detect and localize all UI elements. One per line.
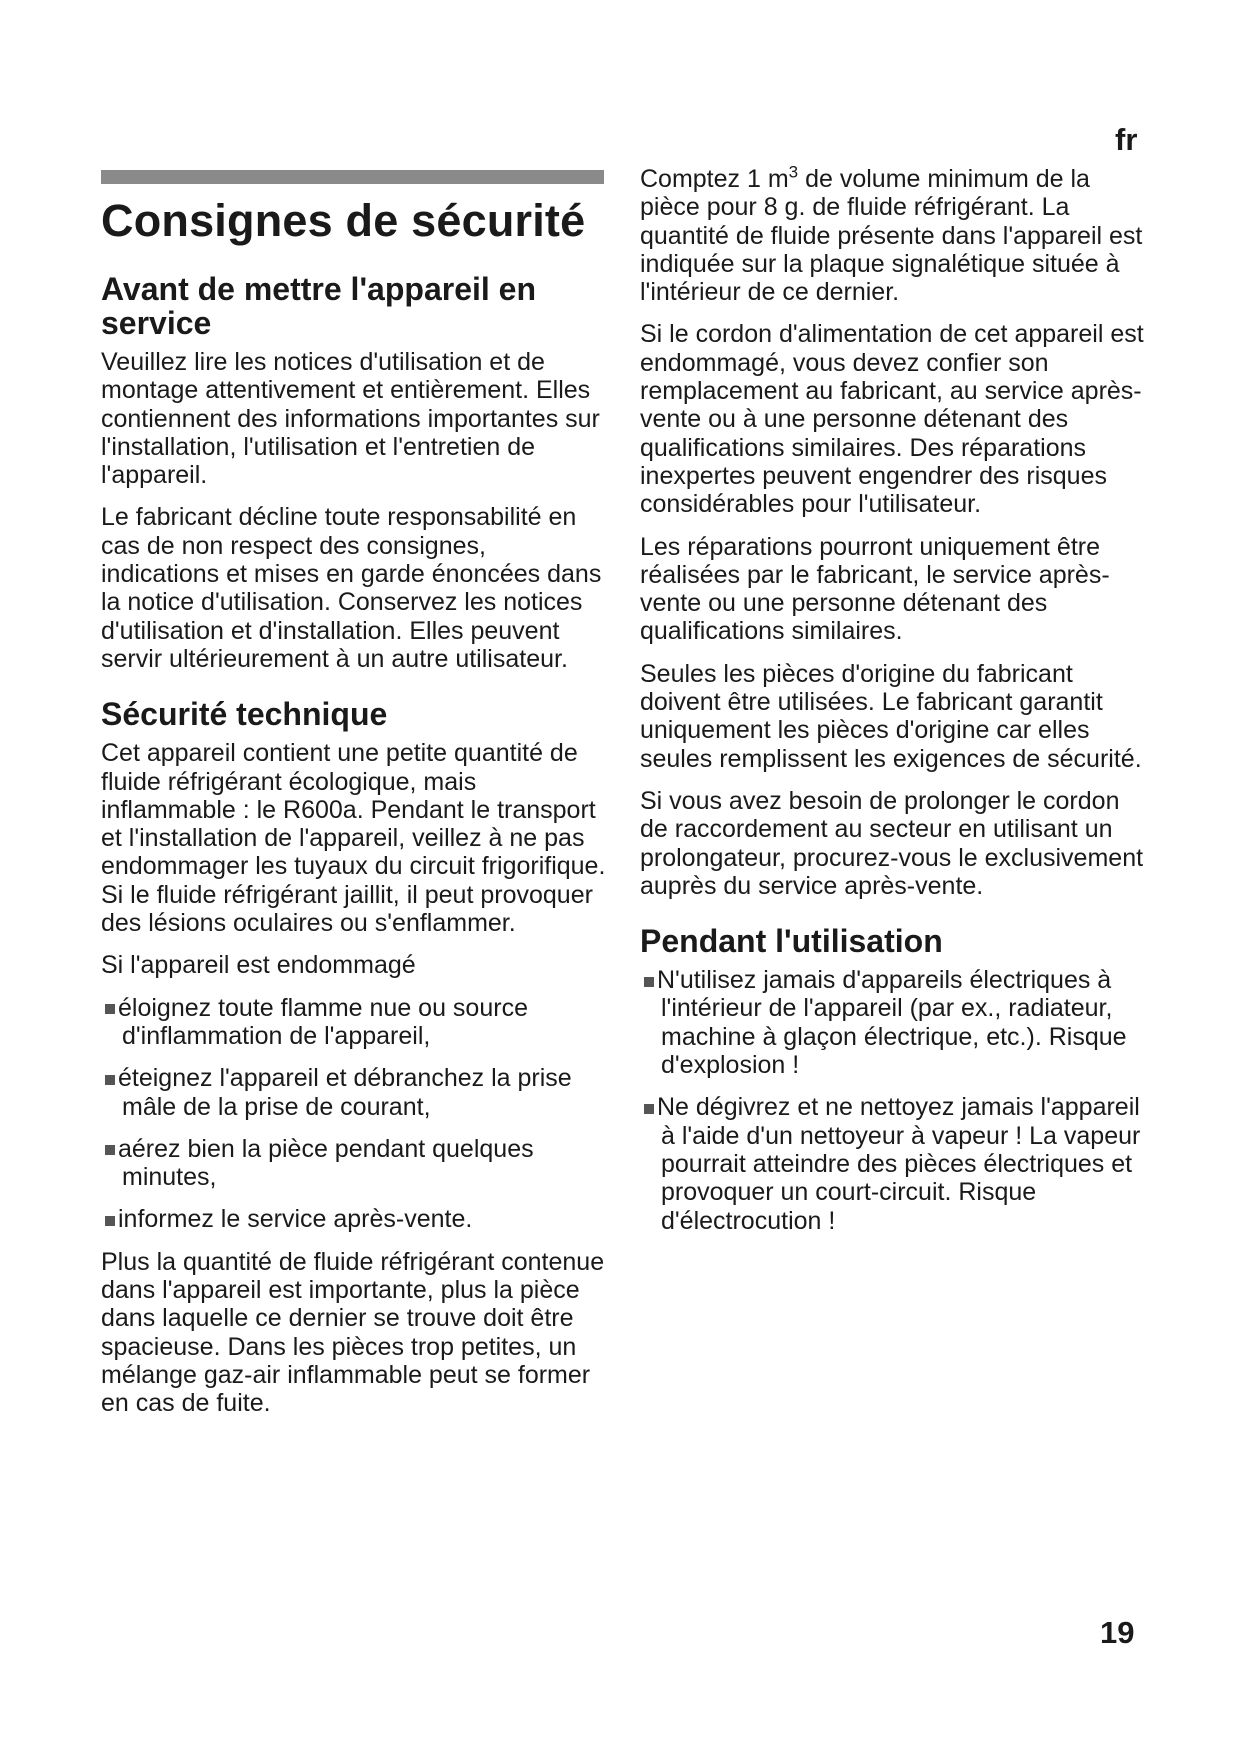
bullet-list-during-use [640,966,1145,1235]
language-code: fr [1115,122,1138,157]
paragraph: Si l'appareil est endommagé [101,951,416,980]
paragraph: Veuillez lire les notices d'utilisation et de montage attentivement et entièrement. Elles contiennent des informations importantes sur l'installation, l'utilisation et l'entretien de l'appareil. [101,348,600,490]
section-heading-technical-safety: Sécurité technique [101,696,388,733]
paragraph: Cet appareil contient une petite quantité de fluide réfrigérant écologique, mais inflammable : le R600a. Pendant le transport et l'installation de l'appareil, veillez à ne pas endommager les tuyaux du circuit frigorifique. Si le fluide réfrigérant jaillit, il peut provoquer des lésions oculaires ou s'enflammer. [101,739,606,938]
bullet-square-icon [644,977,654,987]
list-item: informez le service après-vente. [101,1205,611,1233]
superscript: 3 [788,162,799,182]
list-item: Ne dégivrez et ne nettoyez jamais l'appareil à l'aide d'un nettoyeur à vapeur ! La vapeur pourrait atteindre des pièces électriques et provoquer un court-circuit. Risque d'électrocution ! [640,1093,1145,1234]
list-item: éloignez toute flamme nue ou source d'inflammation de l'appareil, [101,994,611,1051]
paragraph: Les réparations pourront uniquement être réalisées par le fabricant, le service après-vente ou une personne détenant des qualifications similaires. [640,532,1110,646]
right-column [640,162,1145,1249]
bullet-square-icon [105,1004,115,1014]
page-number: 19 [1100,1615,1135,1650]
bullet-square-icon [105,1216,115,1226]
left-column [101,272,611,1432]
bullet-square-icon [105,1145,115,1155]
list-item: aérez bien la pièce pendant quelques minutes, [101,1135,611,1192]
paragraph: Le fabricant décline toute responsabilité en cas de non respect des consignes, indications et mises en garde énoncées dans la notice d'utilisation. Conservez les notices d'utilisation et d'installation. Elles peuvent servir ultérieurement à un autre utilisateur. [101,503,602,673]
list-item: N'utilisez jamais d'appareils électriques à l'intérieur de l'appareil (par ex., radiateur, machine à glaçon électrique, etc.). Risque d'explosion ! [640,966,1145,1079]
paragraph: Si vous avez besoin de prolonger le cordon de raccordement au secteur en utilisant un prolongateur, procurez-vous le exclusivement auprès du service après-vente. [640,786,1144,900]
title-rule [101,170,604,184]
bullet-square-icon [644,1104,654,1114]
page-title: Consignes de sécurité [101,195,586,246]
bullet-list-damaged [101,994,611,1234]
paragraph-volume: Comptez 1 $m^3$ de volume minimum de la pièce pour 8 g. de fluide réfrigérant. La quantité de fluide présente dans l'appareil est indiquée sur la plaque signalétique située à l'intérieur de ce dernier. [640,162,1143,307]
paragraph: Plus la quantité de fluide réfrigérant contenue dans l'appareil est importante, plus la pièce dans laquelle ce dernier se trouve doit être spacieuse. Dans les pièces trop petites, un mélange gaz-air inflammable peut se former en cas de fuite. [101,1247,605,1418]
section-heading-before-service: Avant de mettre l'appareil en service [101,271,536,341]
paragraph: Seules les pièces d'origine du fabricant doivent être utilisées. Le fabricant garantit uniquement les pièces d'origine car elles seules remplissent les exigences de sécurité. [640,659,1142,773]
bullet-square-icon [105,1075,115,1085]
list-item: éteignez l'appareil et débranchez la prise mâle de la prise de courant, [101,1064,611,1121]
section-heading-during-use: Pendant l'utilisation [640,923,943,960]
paragraph: Si le cordon d'alimentation de cet appareil est endommagé, vous devez confier son remplacement au fabricant, au service après-vente ou à une personne détenant des qualifications similaires. Des réparations inexpertes peuvent engendrer des risques considérables pour l'utilisateur. [640,320,1144,519]
